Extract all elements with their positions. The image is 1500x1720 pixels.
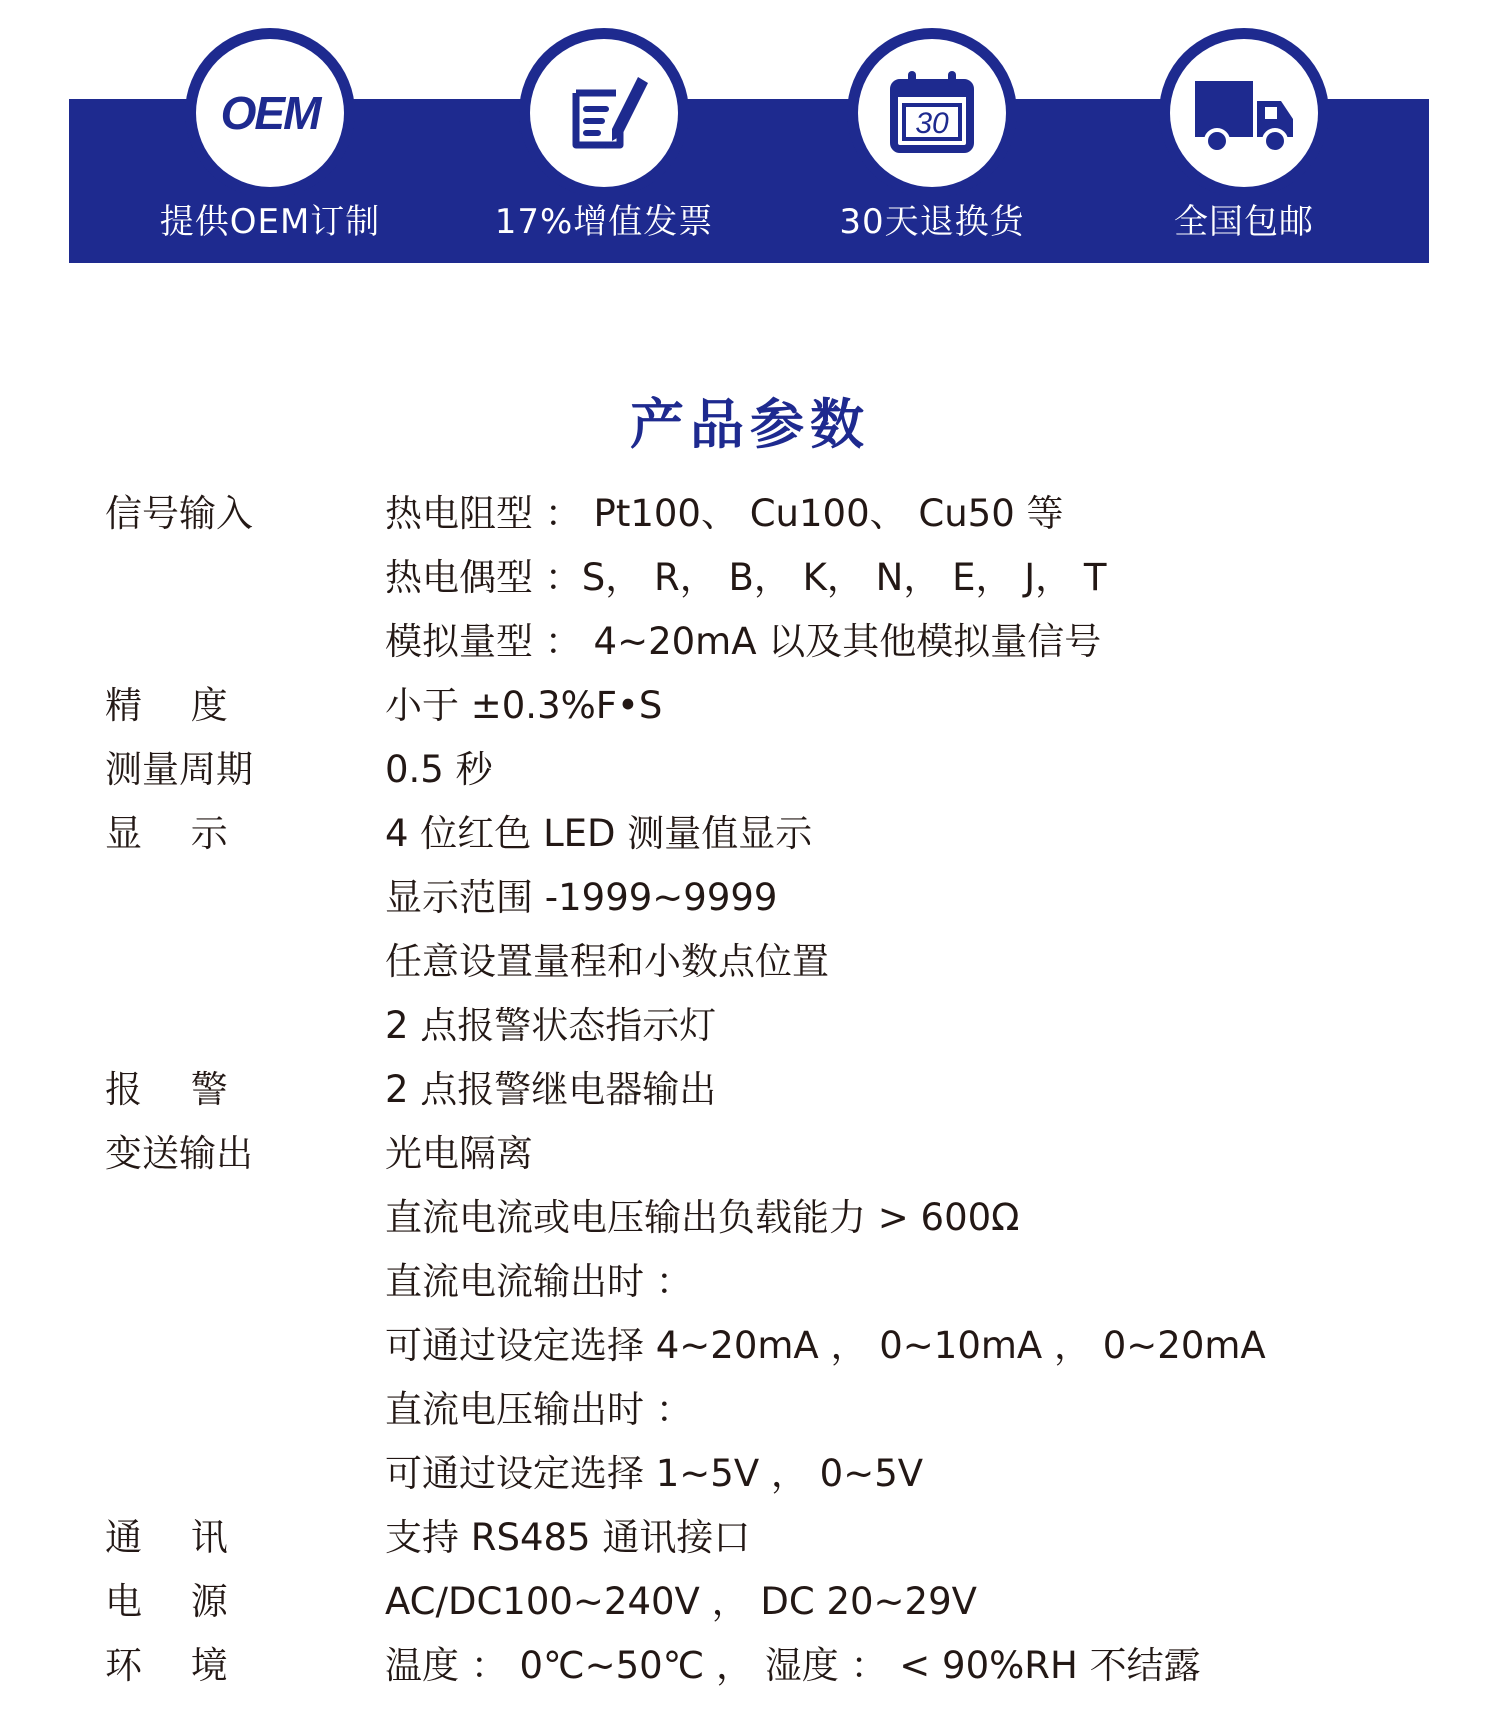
param-row: [105, 674, 1425, 738]
param-label: 显 示: [105, 812, 228, 855]
param-row: [105, 546, 1425, 610]
calendar-number: 30: [915, 107, 949, 140]
param-row: [105, 1186, 1425, 1250]
badge-circle: [847, 28, 1017, 198]
param-row: [105, 1250, 1425, 1314]
param-value: 小于 ±0.3%F•S: [385, 684, 663, 727]
param-value: 直流电流或电压输出负载能力 > 600Ω: [385, 1196, 1020, 1239]
invoice-pen-icon: [554, 63, 654, 163]
badge-return: [812, 0, 1052, 264]
param-row: [105, 994, 1425, 1058]
param-value: AC/DC100~240V ， DC 20~29V: [385, 1580, 977, 1623]
param-value: 温度 ： 0℃~50℃ ， 湿度 ： < 90%RH 不结露: [385, 1644, 1201, 1687]
param-label: 环 境: [105, 1644, 228, 1687]
param-row: [105, 482, 1425, 546]
badge-circle: [519, 28, 689, 198]
badge-oem: [150, 0, 390, 264]
badge-circle: [185, 28, 355, 198]
param-row: [105, 1634, 1425, 1698]
param-row: [105, 930, 1425, 994]
badge-caption: 提供OEM订制: [159, 202, 381, 242]
param-value: 任意设置量程和小数点位置: [385, 940, 829, 983]
param-label: 信号输入: [105, 492, 253, 535]
badge-shipping: [1124, 0, 1364, 264]
param-row: [105, 1058, 1425, 1122]
param-label: 通 讯: [105, 1516, 228, 1559]
param-row: [105, 610, 1425, 674]
param-row: [105, 866, 1425, 930]
param-list: [105, 482, 1425, 1698]
param-row: [105, 1378, 1425, 1442]
param-value: 热电偶型 ：S， R， B， K， N， E， J， T: [385, 556, 1107, 599]
badge-circle: [1159, 28, 1329, 198]
param-value: 0.5 秒: [385, 748, 493, 791]
param-value: 支持 RS485 通讯接口: [385, 1516, 751, 1559]
param-row: [105, 1314, 1425, 1378]
oem-icon: OEM: [220, 87, 320, 139]
badge-caption: 17%增值发票: [494, 202, 714, 242]
param-label: 测量周期: [105, 748, 253, 791]
param-label: 报 警: [105, 1068, 228, 1111]
section-title: 产品参数: [630, 392, 870, 456]
param-row: [105, 1506, 1425, 1570]
param-value: 热电阻型 ： Pt100、 Cu100、 Cu50 等: [385, 492, 1064, 535]
param-row: [105, 1442, 1425, 1506]
param-value: 4 位红色 LED 测量值显示: [385, 812, 813, 855]
param-label: 变送输出: [105, 1132, 253, 1175]
param-row: [105, 802, 1425, 866]
calendar-icon: [882, 63, 982, 163]
param-value: 显示范围 -1999~9999: [385, 876, 778, 919]
badge-caption: 全国包邮: [1174, 202, 1314, 242]
param-value: 可通过设定选择 4~20mA ， 0~10mA ， 0~20mA: [385, 1324, 1266, 1367]
badge-invoice: [484, 0, 724, 264]
param-value: 模拟量型 ： 4~20mA 以及其他模拟量信号: [385, 620, 1102, 663]
param-row: [105, 738, 1425, 802]
param-value: 2 点报警状态指示灯: [385, 1004, 717, 1047]
param-value: 光电隔离: [385, 1132, 533, 1175]
param-value: 可通过设定选择 1~5V ， 0~5V: [385, 1452, 924, 1495]
badge-caption: 30天退换货: [839, 202, 1025, 242]
param-value: 2 点报警继电器输出: [385, 1068, 717, 1111]
param-value: 直流电流输出时 ：: [385, 1260, 693, 1303]
param-label: 电 源: [105, 1580, 228, 1623]
param-value: 直流电压输出时 ：: [385, 1388, 693, 1431]
truck-icon: [1189, 63, 1299, 163]
param-row: [105, 1122, 1425, 1186]
param-row: [105, 1570, 1425, 1634]
param-label: 精 度: [105, 684, 228, 727]
